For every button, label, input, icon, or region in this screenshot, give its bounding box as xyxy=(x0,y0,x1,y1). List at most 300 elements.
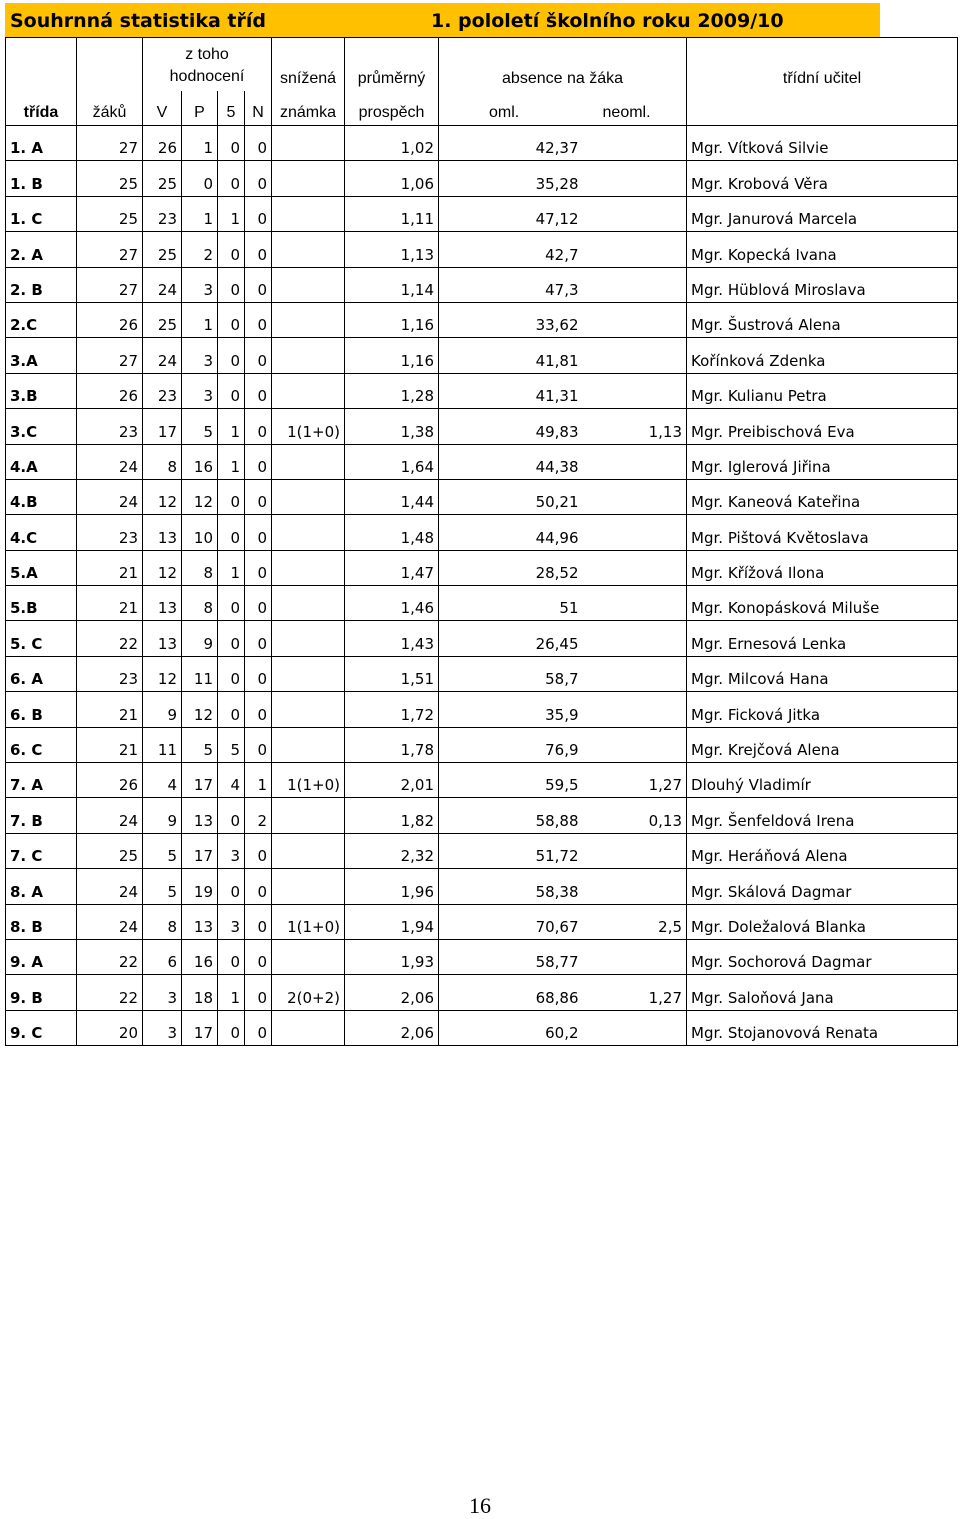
cell-oml: 51,72 xyxy=(439,833,583,868)
cell-ucitel: Mgr. Skálová Dagmar xyxy=(687,869,958,904)
cell-5: 0 xyxy=(218,302,245,337)
cell-5: 0 xyxy=(218,479,245,514)
table-row xyxy=(6,692,958,727)
cell-trida: 7. C xyxy=(6,833,77,868)
cell-zaku: 27 xyxy=(77,126,143,161)
cell-ucitel: Kořínková Zdenka xyxy=(687,338,958,373)
cell-5: 0 xyxy=(218,621,245,656)
cell-v: 9 xyxy=(143,798,182,833)
table-row xyxy=(6,232,958,267)
cell-trida: 8. B xyxy=(6,904,77,939)
cell-zaku: 22 xyxy=(77,939,143,974)
cell-zaku: 25 xyxy=(77,833,143,868)
cell-prumer: 2,06 xyxy=(345,975,439,1010)
cell-trida: 7. B xyxy=(6,798,77,833)
cell-zaku: 21 xyxy=(77,727,143,762)
cell-neoml xyxy=(583,196,687,231)
cell-v: 13 xyxy=(143,515,182,550)
cell-prumer: 1,16 xyxy=(345,302,439,337)
cell-p: 12 xyxy=(182,479,218,514)
cell-zaku: 23 xyxy=(77,515,143,550)
cell-oml: 58,88 xyxy=(439,798,583,833)
cell-neoml xyxy=(583,869,687,904)
cell-snizena xyxy=(272,550,345,585)
cell-p: 3 xyxy=(182,338,218,373)
header-5: 5 xyxy=(218,91,245,126)
cell-n: 0 xyxy=(245,267,272,302)
cell-snizena xyxy=(272,621,345,656)
cell-ucitel: Mgr. Iglerová Jiřina xyxy=(687,444,958,479)
cell-v: 6 xyxy=(143,939,182,974)
cell-snizena xyxy=(272,232,345,267)
table-row xyxy=(6,586,958,621)
cell-v: 23 xyxy=(143,196,182,231)
cell-snizena xyxy=(272,1010,345,1045)
cell-trida: 2. A xyxy=(6,232,77,267)
cell-n: 0 xyxy=(245,833,272,868)
cell-trida: 1. A xyxy=(6,126,77,161)
cell-zaku: 22 xyxy=(77,975,143,1010)
table-row xyxy=(6,727,958,762)
cell-5: 0 xyxy=(218,161,245,196)
cell-prumer: 1,14 xyxy=(345,267,439,302)
table-row xyxy=(6,1010,958,1045)
cell-snizena xyxy=(272,833,345,868)
cell-oml: 68,86 xyxy=(439,975,583,1010)
cell-oml: 33,62 xyxy=(439,302,583,337)
cell-5: 5 xyxy=(218,727,245,762)
cell-v: 23 xyxy=(143,373,182,408)
table-row xyxy=(6,798,958,833)
cell-prumer: 1,96 xyxy=(345,869,439,904)
cell-ucitel: Mgr. Heráňová Alena xyxy=(687,833,958,868)
cell-neoml: 1,27 xyxy=(583,975,687,1010)
cell-n: 0 xyxy=(245,373,272,408)
cell-5: 0 xyxy=(218,1010,245,1045)
cell-v: 13 xyxy=(143,621,182,656)
header-z-toho-hodnoceni: z toho hodnocení xyxy=(143,38,272,92)
table-row xyxy=(6,126,958,161)
cell-snizena xyxy=(272,444,345,479)
header-prospech: prospěch xyxy=(345,91,439,126)
cell-neoml xyxy=(583,479,687,514)
cell-zaku: 21 xyxy=(77,550,143,585)
cell-prumer: 1,94 xyxy=(345,904,439,939)
document-period: 1. pololetí školního roku 2009/10 xyxy=(431,10,784,32)
header-znamka: známka xyxy=(272,91,345,126)
cell-neoml: 1,27 xyxy=(583,763,687,798)
header-trida: třída xyxy=(6,91,77,126)
title-bar xyxy=(5,3,880,37)
table-row xyxy=(6,444,958,479)
cell-p: 17 xyxy=(182,1010,218,1045)
cell-p: 16 xyxy=(182,939,218,974)
header-prumerny: průměrný xyxy=(345,38,439,92)
cell-v: 3 xyxy=(143,1010,182,1045)
cell-5: 1 xyxy=(218,975,245,1010)
cell-ucitel: Dlouhý Vladimír xyxy=(687,763,958,798)
cell-trida: 9. A xyxy=(6,939,77,974)
cell-snizena xyxy=(272,692,345,727)
cell-p: 13 xyxy=(182,798,218,833)
cell-zaku: 26 xyxy=(77,302,143,337)
cell-n: 0 xyxy=(245,338,272,373)
cell-ucitel: Mgr. Kopecká Ivana xyxy=(687,232,958,267)
cell-snizena xyxy=(272,798,345,833)
cell-p: 8 xyxy=(182,586,218,621)
cell-neoml xyxy=(583,302,687,337)
cell-trida: 4.C xyxy=(6,515,77,550)
cell-prumer: 1,64 xyxy=(345,444,439,479)
table-row xyxy=(6,975,958,1010)
cell-trida: 1. B xyxy=(6,161,77,196)
cell-ucitel: Mgr. Doležalová Blanka xyxy=(687,904,958,939)
cell-prumer: 2,32 xyxy=(345,833,439,868)
cell-trida: 3.B xyxy=(6,373,77,408)
cell-5: 4 xyxy=(218,763,245,798)
cell-trida: 5. C xyxy=(6,621,77,656)
cell-5: 0 xyxy=(218,798,245,833)
header-empty-zaku xyxy=(77,38,143,92)
cell-5: 1 xyxy=(218,550,245,585)
class-statistics-table xyxy=(5,37,958,1046)
cell-v: 13 xyxy=(143,586,182,621)
cell-v: 25 xyxy=(143,302,182,337)
cell-snizena xyxy=(272,373,345,408)
cell-zaku: 25 xyxy=(77,161,143,196)
cell-v: 25 xyxy=(143,232,182,267)
cell-snizena xyxy=(272,586,345,621)
cell-p: 12 xyxy=(182,692,218,727)
table-row xyxy=(6,869,958,904)
cell-oml: 70,67 xyxy=(439,904,583,939)
cell-5: 3 xyxy=(218,904,245,939)
cell-p: 1 xyxy=(182,196,218,231)
cell-oml: 35,9 xyxy=(439,692,583,727)
cell-v: 8 xyxy=(143,904,182,939)
cell-ucitel: Mgr. Křížová Ilona xyxy=(687,550,958,585)
table-row xyxy=(6,302,958,337)
header-tridni-ucitel: třídní učitel xyxy=(687,38,958,92)
cell-prumer: 1,28 xyxy=(345,373,439,408)
cell-ucitel: Mgr. Hüblová Miroslava xyxy=(687,267,958,302)
cell-trida: 9. B xyxy=(6,975,77,1010)
cell-p: 9 xyxy=(182,621,218,656)
cell-n: 0 xyxy=(245,1010,272,1045)
cell-ucitel: Mgr. Preibischová Eva xyxy=(687,409,958,444)
cell-p: 13 xyxy=(182,904,218,939)
header-p: P xyxy=(182,91,218,126)
cell-oml: 47,12 xyxy=(439,196,583,231)
cell-prumer: 1,02 xyxy=(345,126,439,161)
cell-v: 5 xyxy=(143,833,182,868)
table-row xyxy=(6,763,958,798)
cell-neoml xyxy=(583,939,687,974)
cell-neoml xyxy=(583,727,687,762)
cell-snizena xyxy=(272,515,345,550)
cell-p: 19 xyxy=(182,869,218,904)
cell-n: 0 xyxy=(245,479,272,514)
cell-prumer: 1,93 xyxy=(345,939,439,974)
cell-p: 10 xyxy=(182,515,218,550)
header-empty-trida xyxy=(6,38,77,92)
cell-trida: 6. B xyxy=(6,692,77,727)
cell-neoml xyxy=(583,515,687,550)
header-v: V xyxy=(143,91,182,126)
cell-v: 12 xyxy=(143,656,182,691)
cell-oml: 41,81 xyxy=(439,338,583,373)
cell-zaku: 26 xyxy=(77,763,143,798)
cell-snizena xyxy=(272,869,345,904)
cell-snizena xyxy=(272,939,345,974)
cell-ucitel: Mgr. Šustrová Alena xyxy=(687,302,958,337)
cell-ucitel: Mgr. Krejčová Alena xyxy=(687,727,958,762)
cell-neoml xyxy=(583,692,687,727)
cell-trida: 3.A xyxy=(6,338,77,373)
cell-prumer: 1,44 xyxy=(345,479,439,514)
cell-prumer: 1,51 xyxy=(345,656,439,691)
cell-ucitel: Mgr. Konopásková Miluše xyxy=(687,586,958,621)
cell-ucitel: Mgr. Kaneová Kateřina xyxy=(687,479,958,514)
cell-snizena xyxy=(272,727,345,762)
header-zaku: žáků xyxy=(77,91,143,126)
cell-n: 0 xyxy=(245,939,272,974)
cell-oml: 44,38 xyxy=(439,444,583,479)
cell-oml: 35,28 xyxy=(439,161,583,196)
cell-v: 12 xyxy=(143,479,182,514)
cell-p: 8 xyxy=(182,550,218,585)
cell-n: 0 xyxy=(245,621,272,656)
header-oml: oml. xyxy=(439,91,583,126)
cell-p: 11 xyxy=(182,656,218,691)
cell-zaku: 27 xyxy=(77,338,143,373)
cell-v: 3 xyxy=(143,975,182,1010)
table-row xyxy=(6,267,958,302)
cell-5: 0 xyxy=(218,939,245,974)
cell-neoml xyxy=(583,161,687,196)
header-row-2 xyxy=(6,91,958,126)
cell-n: 0 xyxy=(245,975,272,1010)
cell-n: 0 xyxy=(245,550,272,585)
cell-n: 0 xyxy=(245,444,272,479)
cell-prumer: 1,82 xyxy=(345,798,439,833)
cell-5: 0 xyxy=(218,515,245,550)
cell-zaku: 23 xyxy=(77,409,143,444)
cell-v: 11 xyxy=(143,727,182,762)
cell-zaku: 26 xyxy=(77,373,143,408)
cell-n: 0 xyxy=(245,196,272,231)
cell-zaku: 24 xyxy=(77,798,143,833)
cell-prumer: 1,48 xyxy=(345,515,439,550)
table-row xyxy=(6,409,958,444)
cell-snizena xyxy=(272,302,345,337)
cell-neoml: 0,13 xyxy=(583,798,687,833)
cell-5: 0 xyxy=(218,869,245,904)
cell-ucitel: Mgr. Janurová Marcela xyxy=(687,196,958,231)
cell-neoml xyxy=(583,833,687,868)
cell-oml: 26,45 xyxy=(439,621,583,656)
cell-5: 0 xyxy=(218,126,245,161)
cell-5: 1 xyxy=(218,444,245,479)
cell-n: 0 xyxy=(245,586,272,621)
cell-v: 25 xyxy=(143,161,182,196)
cell-neoml xyxy=(583,586,687,621)
cell-snizena: 1(1+0) xyxy=(272,409,345,444)
cell-prumer: 1,47 xyxy=(345,550,439,585)
cell-ucitel: Mgr. Milcová Hana xyxy=(687,656,958,691)
cell-oml: 76,9 xyxy=(439,727,583,762)
cell-zaku: 23 xyxy=(77,656,143,691)
cell-zaku: 21 xyxy=(77,692,143,727)
cell-p: 5 xyxy=(182,727,218,762)
cell-oml: 58,38 xyxy=(439,869,583,904)
cell-n: 0 xyxy=(245,232,272,267)
table-row xyxy=(6,621,958,656)
cell-neoml xyxy=(583,126,687,161)
cell-neoml: 2,5 xyxy=(583,904,687,939)
cell-v: 24 xyxy=(143,338,182,373)
cell-prumer: 2,01 xyxy=(345,763,439,798)
cell-snizena: 2(0+2) xyxy=(272,975,345,1010)
header-snizena: snížená xyxy=(272,38,345,92)
cell-oml: 60,2 xyxy=(439,1010,583,1045)
cell-v: 8 xyxy=(143,444,182,479)
cell-p: 3 xyxy=(182,267,218,302)
table-row xyxy=(6,479,958,514)
cell-n: 0 xyxy=(245,727,272,762)
cell-trida: 1. C xyxy=(6,196,77,231)
table-row xyxy=(6,338,958,373)
cell-oml: 41,31 xyxy=(439,373,583,408)
header-neoml: neoml. xyxy=(583,91,687,126)
cell-p: 0 xyxy=(182,161,218,196)
cell-p: 1 xyxy=(182,302,218,337)
cell-snizena xyxy=(272,656,345,691)
cell-neoml xyxy=(583,444,687,479)
cell-prumer: 1,06 xyxy=(345,161,439,196)
cell-prumer: 1,16 xyxy=(345,338,439,373)
cell-5: 0 xyxy=(218,338,245,373)
cell-zaku: 20 xyxy=(77,1010,143,1045)
cell-trida: 8. A xyxy=(6,869,77,904)
cell-snizena xyxy=(272,196,345,231)
cell-trida: 6. C xyxy=(6,727,77,762)
cell-prumer: 1,11 xyxy=(345,196,439,231)
cell-neoml xyxy=(583,232,687,267)
cell-trida: 5.A xyxy=(6,550,77,585)
cell-n: 0 xyxy=(245,161,272,196)
cell-zaku: 22 xyxy=(77,621,143,656)
page-number: 16 xyxy=(469,1493,491,1518)
cell-prumer: 1,38 xyxy=(345,409,439,444)
cell-5: 1 xyxy=(218,409,245,444)
cell-p: 17 xyxy=(182,833,218,868)
table-row xyxy=(6,833,958,868)
cell-snizena xyxy=(272,479,345,514)
header-absence: absence na žáka xyxy=(439,38,687,92)
table-row xyxy=(6,939,958,974)
cell-zaku: 24 xyxy=(77,479,143,514)
cell-oml: 58,7 xyxy=(439,656,583,691)
cell-ucitel: Mgr. Šenfeldová Irena xyxy=(687,798,958,833)
table-row xyxy=(6,656,958,691)
cell-zaku: 27 xyxy=(77,232,143,267)
table-row xyxy=(6,161,958,196)
cell-snizena xyxy=(272,267,345,302)
cell-oml: 49,83 xyxy=(439,409,583,444)
table-row xyxy=(6,373,958,408)
cell-v: 12 xyxy=(143,550,182,585)
cell-ucitel: Mgr. Kulianu Petra xyxy=(687,373,958,408)
cell-snizena xyxy=(272,161,345,196)
cell-p: 5 xyxy=(182,409,218,444)
cell-snizena xyxy=(272,126,345,161)
cell-v: 5 xyxy=(143,869,182,904)
cell-neoml xyxy=(583,1010,687,1045)
cell-ucitel: Mgr. Saloňová Jana xyxy=(687,975,958,1010)
cell-5: 1 xyxy=(218,196,245,231)
cell-v: 4 xyxy=(143,763,182,798)
document-title: Souhrnná statistika tříd xyxy=(10,10,266,32)
cell-n: 0 xyxy=(245,126,272,161)
cell-n: 0 xyxy=(245,409,272,444)
cell-trida: 6. A xyxy=(6,656,77,691)
cell-oml: 42,37 xyxy=(439,126,583,161)
cell-prumer: 1,43 xyxy=(345,621,439,656)
cell-n: 0 xyxy=(245,515,272,550)
cell-n: 0 xyxy=(245,904,272,939)
cell-oml: 47,3 xyxy=(439,267,583,302)
cell-prumer: 1,72 xyxy=(345,692,439,727)
cell-ucitel: Mgr. Vítková Silvie xyxy=(687,126,958,161)
cell-5: 0 xyxy=(218,586,245,621)
table-body xyxy=(6,126,958,1046)
cell-trida: 3.C xyxy=(6,409,77,444)
cell-oml: 42,7 xyxy=(439,232,583,267)
cell-n: 0 xyxy=(245,656,272,691)
table-row xyxy=(6,904,958,939)
cell-oml: 51 xyxy=(439,586,583,621)
cell-prumer: 2,06 xyxy=(345,1010,439,1045)
table-row xyxy=(6,196,958,231)
cell-trida: 7. A xyxy=(6,763,77,798)
cell-zaku: 24 xyxy=(77,869,143,904)
cell-neoml xyxy=(583,373,687,408)
cell-ucitel: Mgr. Ficková Jitka xyxy=(687,692,958,727)
cell-trida: 2. B xyxy=(6,267,77,302)
cell-5: 3 xyxy=(218,833,245,868)
cell-n: 0 xyxy=(245,302,272,337)
cell-ucitel: Mgr. Krobová Věra xyxy=(687,161,958,196)
table-row xyxy=(6,515,958,550)
cell-5: 0 xyxy=(218,656,245,691)
cell-p: 16 xyxy=(182,444,218,479)
cell-ucitel: Mgr. Ernesová Lenka xyxy=(687,621,958,656)
cell-zaku: 27 xyxy=(77,267,143,302)
cell-n: 0 xyxy=(245,692,272,727)
cell-p: 18 xyxy=(182,975,218,1010)
cell-prumer: 1,13 xyxy=(345,232,439,267)
cell-trida: 4.B xyxy=(6,479,77,514)
cell-oml: 28,52 xyxy=(439,550,583,585)
cell-ucitel: Mgr. Stojanovová Renata xyxy=(687,1010,958,1045)
cell-trida: 2.C xyxy=(6,302,77,337)
cell-snizena: 1(1+0) xyxy=(272,904,345,939)
cell-p: 2 xyxy=(182,232,218,267)
header-empty-ucitel xyxy=(687,91,958,126)
cell-snizena: 1(1+0) xyxy=(272,763,345,798)
cell-zaku: 24 xyxy=(77,444,143,479)
